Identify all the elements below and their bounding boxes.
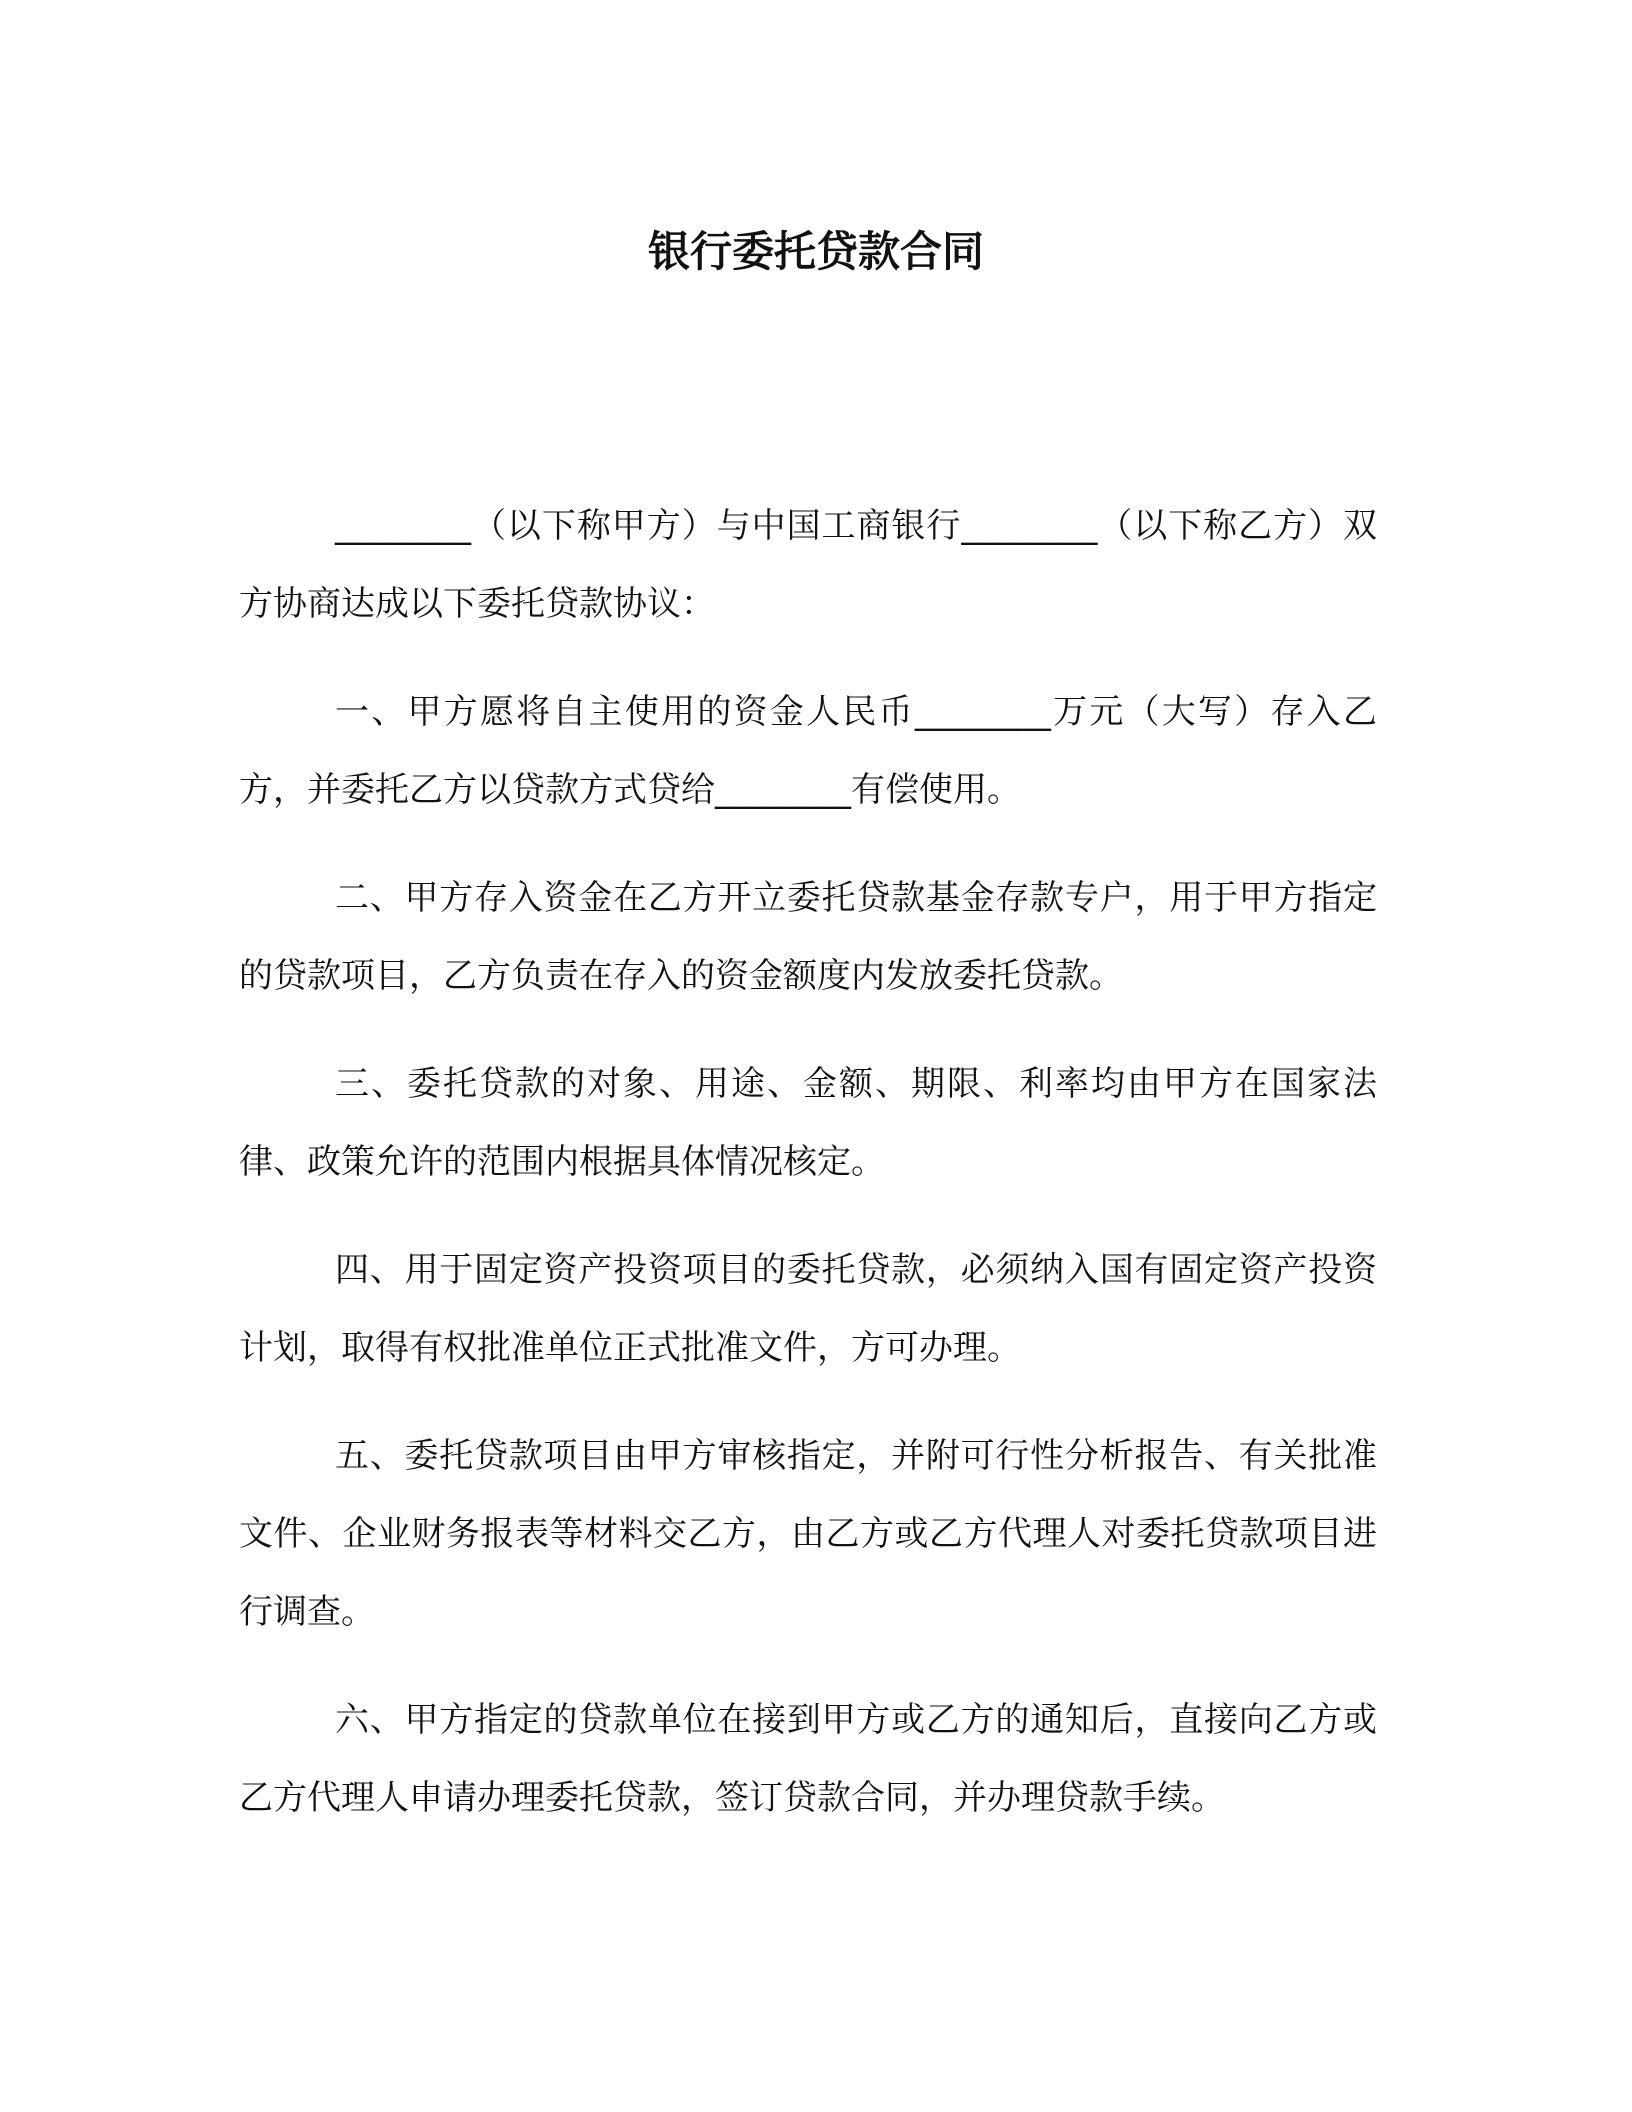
paragraph-intro: ________（以下称甲方）与中国工商银行________（以下称乙方）双方协商达成以下委托贷款协议： [239, 506, 1377, 624]
paragraph-clause-2: 二、甲方存入资金在乙方开立委托贷款基金存款专户，用于甲方指定的贷款项目，乙方负责在存入的资金额度内发放委托贷款。 [239, 878, 1377, 996]
paragraph-clause-4: 四、用于固定资产投资项目的委托贷款，必须纳入国有固定资产投资计划，取得有权批准单位正式批准文件，方可办理。 [239, 1250, 1377, 1368]
paragraph-clause-5: 五、委托贷款项目由甲方审核指定，并附可行性分析报告、有关批准文件、企业财务报表等材料交乙方，由乙方或乙方代理人对委托贷款项目进行调查。 [239, 1436, 1377, 1632]
paragraph-clause-3: 三、委托贷款的对象、用途、金额、期限、利率均由甲方在国家法律、政策允许的范围内根据具体情况核定。 [239, 1064, 1377, 1182]
document-title: 银行委托贷款合同 [647, 227, 984, 276]
paragraph-clause-1: 一、甲方愿将自主使用的资金人民币________万元（大写）存入乙方，并委托乙方以贷款方式贷给________有偿使用。 [239, 692, 1377, 810]
paragraph-clause-6: 六、甲方指定的贷款单位在接到甲方或乙方的通知后，直接向乙方或乙方代理人申请办理委托贷款，签订贷款合同，并办理贷款手续。 [239, 1700, 1377, 1818]
document-body [239, 487, 1377, 1867]
